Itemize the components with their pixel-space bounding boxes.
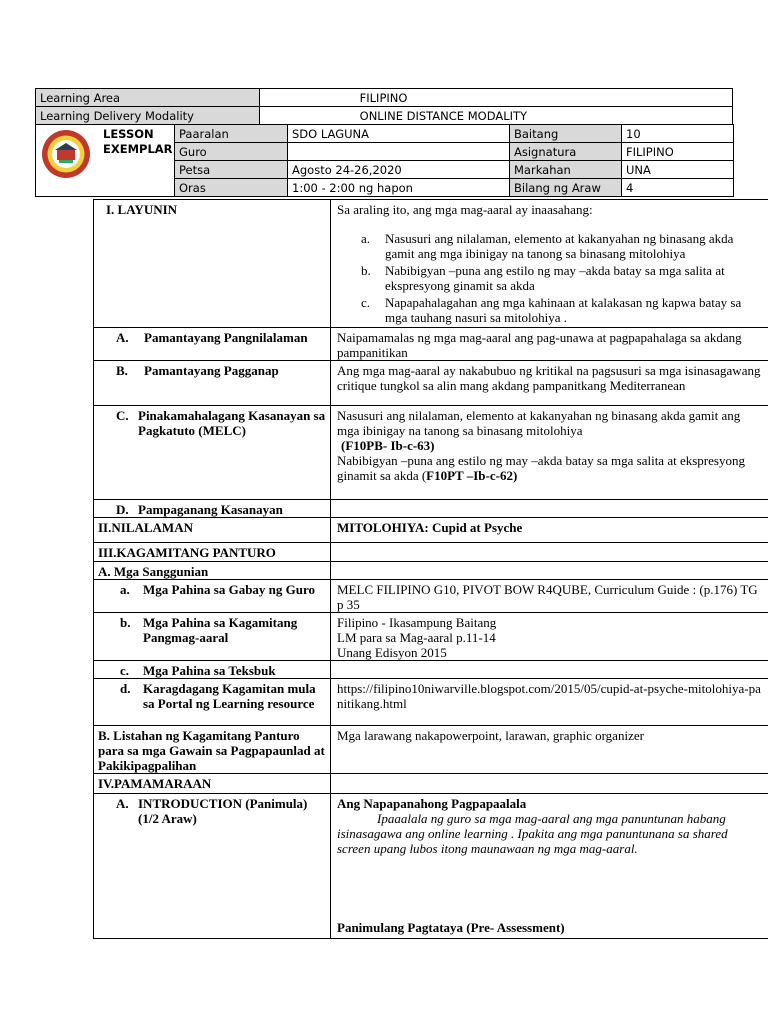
teksbuk-label	[94, 661, 331, 679]
school-seal-logo	[41, 129, 91, 179]
layunin-list	[337, 231, 764, 325]
row-label: Mga Pahina sa Teksbuk	[143, 663, 276, 678]
bilang-ng-araw-value: 4	[622, 179, 734, 197]
gabay-ng-guro-value: MELC FILIPINO G10, PIVOT BOW R4QUBE, Curriculum Guide : (p.176) TG p 35	[331, 580, 768, 613]
petsa-label: Petsa	[175, 161, 288, 179]
lm-line-3: Unang Edisyon 2015	[337, 645, 447, 660]
markahan-value: UNA	[622, 161, 734, 179]
lm-line-1: Filipino - Ikasampung Baitang	[337, 615, 497, 630]
lesson-exemplar-cell	[36, 125, 175, 197]
melc-code-2: F10PT –Ib-c-62)	[426, 468, 518, 483]
guro-value	[288, 143, 510, 161]
row-marker: A.	[116, 330, 129, 345]
lesson-body-table	[93, 199, 768, 939]
row-label: Pampaganang Kasanayan	[138, 502, 283, 517]
row-marker: A.	[116, 796, 129, 811]
learning-area-value: FILIPINO	[259, 89, 732, 107]
pampaganang-kasanayan-label	[94, 500, 331, 518]
exemplar-label: EXEMPLAR	[103, 142, 173, 156]
portal-link[interactable]: https://filipino10niwarville.blogspot.com/2015/05/cupid-at-psyche-mitolohiya-panitikang.html	[331, 679, 768, 726]
introduction-label	[94, 794, 331, 939]
guro-label: Guro	[175, 143, 288, 161]
layunin-item	[337, 231, 764, 261]
layunin-content	[331, 200, 768, 328]
melc-text-2	[337, 453, 764, 483]
kagamitang-pangmag-aaral-value	[331, 613, 768, 661]
list-text: Nabibigyan –puna ang estilo ng may –akda batay sa mga salita at ekspresyong ginamit sa akda	[385, 263, 725, 293]
listahan-value: Mga larawang nakapowerpoint, larawan, graphic organizer	[331, 726, 768, 774]
row-label: INTRODUCTION (Panimula) (1/2 Araw)	[138, 796, 308, 826]
layunin-heading: I. LAYUNIN	[94, 200, 331, 328]
learning-area-label: Learning Area	[36, 89, 260, 107]
row-label: Pinakamahalagang Kasanayan sa Pagkatuto (MELC)	[138, 408, 326, 438]
petsa-value: Agosto 24-26,2020	[288, 161, 510, 179]
list-marker: a.	[361, 231, 371, 246]
bilang-ng-araw-label: Bilang ng Araw	[510, 179, 622, 197]
list-text: Nasusuri ang nilalaman, elemento at kakanyahan ng binasang akda gamit ang mga ibinigay na tanong sa binasang mitolohiya	[385, 231, 734, 261]
markahan-label: Markahan	[510, 161, 622, 179]
header-table	[35, 88, 733, 125]
melc-text-1: Nasusuri ang nilalaman, elemento at kakanyahan ng binasang akda gamit ang mga ibinigay na tanong sa binasang mitolohiya	[337, 408, 741, 438]
teksbuk-value	[331, 661, 768, 679]
oras-label: Oras	[175, 179, 288, 197]
asignatura-value: FILIPINO	[622, 143, 734, 161]
row-marker: C.	[116, 408, 129, 423]
introduction-text: Ipaaalala ng guro sa mga mag-aaral ang mga panuntunan habang isinasagawa ang online learning . Ipakita ang mga panuntunana sa shared screen upang lubos itong maunawaan ng mga mag-aaral.	[337, 811, 728, 856]
modality-value: ONLINE DISTANCE MODALITY	[259, 107, 732, 125]
row-label: Karagdagang Kagamitan mula sa Portal ng Learning resource	[143, 681, 316, 711]
sanggunian-label: A. Mga Sanggunian	[94, 562, 331, 580]
row-marker: a.	[120, 582, 130, 597]
row-label: Pamantayang Pangnilalaman	[144, 330, 308, 345]
melc-code-1: (F10PB- Ib-c-63)	[341, 438, 435, 453]
modality-label: Learning Delivery Modality	[36, 107, 260, 125]
paaralan-label: Paaralan	[175, 125, 288, 143]
baitang-value: 10	[622, 125, 734, 143]
pamantayang-pangnilalaman-value: Naipamamalas ng mga mag-aaral ang pag-unawa at pagpapahalaga sa akdang pampanitikan	[331, 328, 768, 361]
lesson-label: LESSON	[103, 127, 154, 141]
pre-assessment-heading: Panimulang Pagtataya (Pre- Assessment)	[337, 920, 565, 935]
layunin-item	[337, 295, 764, 325]
lesson-exemplar-label	[103, 127, 173, 157]
layunin-item	[337, 263, 764, 293]
row-label: Mga Pahina sa Gabay ng Guro	[143, 582, 316, 597]
layunin-intro: Sa araling ito, ang mga mag-aaral ay inaasahang:	[337, 202, 593, 217]
baitang-label: Baitang	[510, 125, 622, 143]
row-marker: d.	[120, 681, 131, 696]
pamamaraan-label: IV.PAMAMARAAN	[94, 774, 331, 794]
karagdagang-kagamitan-label	[94, 679, 331, 726]
pampaganang-kasanayan-value	[331, 500, 768, 518]
list-marker: c.	[361, 295, 371, 310]
introduction-heading: Ang Napapanahong Pagpapaalala	[337, 796, 527, 811]
pamantayang-pagganap-label	[94, 361, 331, 406]
pamamaraan-value	[331, 774, 768, 794]
list-marker: b.	[361, 263, 371, 278]
row-marker: c.	[120, 663, 130, 678]
kagamitang-panturo-value	[331, 543, 768, 562]
pamantayang-pagganap-value: Ang mga mag-aaral ay nakabubuo ng kritikal na pagsusuri sa mga isinasagawang critique tungkol sa alin mang akdang pampanitkang Mediterranean	[331, 361, 768, 406]
oras-value: 1:00 - 2:00 ng hapon	[288, 179, 510, 197]
lesson-info-table	[35, 124, 734, 197]
nilalaman-value: MITOLOHIYA: Cupid at Psyche	[331, 518, 768, 543]
melc-label	[94, 406, 331, 500]
kagamitang-pangmag-aaral-label	[94, 613, 331, 661]
row-marker: D.	[116, 502, 129, 517]
melc-text-2-body: Nabibigyan –puna ang estilo ng may –akda batay sa mga salita at ekspresyong ginamit sa akda (	[337, 453, 745, 483]
gabay-ng-guro-label	[94, 580, 331, 613]
asignatura-label: Asignatura	[510, 143, 622, 161]
listahan-label: B. Listahan ng Kagamitang Panturo para sa mga Gawain sa Pagpapaunlad at Pakikipagpalihan	[94, 726, 331, 774]
pamantayang-pangnilalaman-label	[94, 328, 331, 361]
paaralan-value: SDO LAGUNA	[288, 125, 510, 143]
list-text: Napapahalagahan ang mga kahinaan at kalakasan ng kapwa batay sa mga tauhang nasuri sa mitolohiya .	[385, 295, 742, 325]
sanggunian-value	[331, 562, 768, 580]
row-marker: B.	[116, 363, 128, 378]
introduction-content	[331, 794, 768, 939]
melc-value	[331, 406, 768, 500]
kagamitang-panturo-label: III.KAGAMITANG PANTURO	[94, 543, 331, 562]
lm-line-2: LM para sa Mag-aaral p.11-14	[337, 630, 496, 645]
nilalaman-label: II.NILALAMAN	[94, 518, 331, 543]
row-label: Mga Pahina sa Kagamitang Pangmag-aaral	[143, 615, 298, 645]
row-marker: b.	[120, 615, 131, 630]
row-label: Pamantayang Pagganap	[144, 363, 279, 378]
